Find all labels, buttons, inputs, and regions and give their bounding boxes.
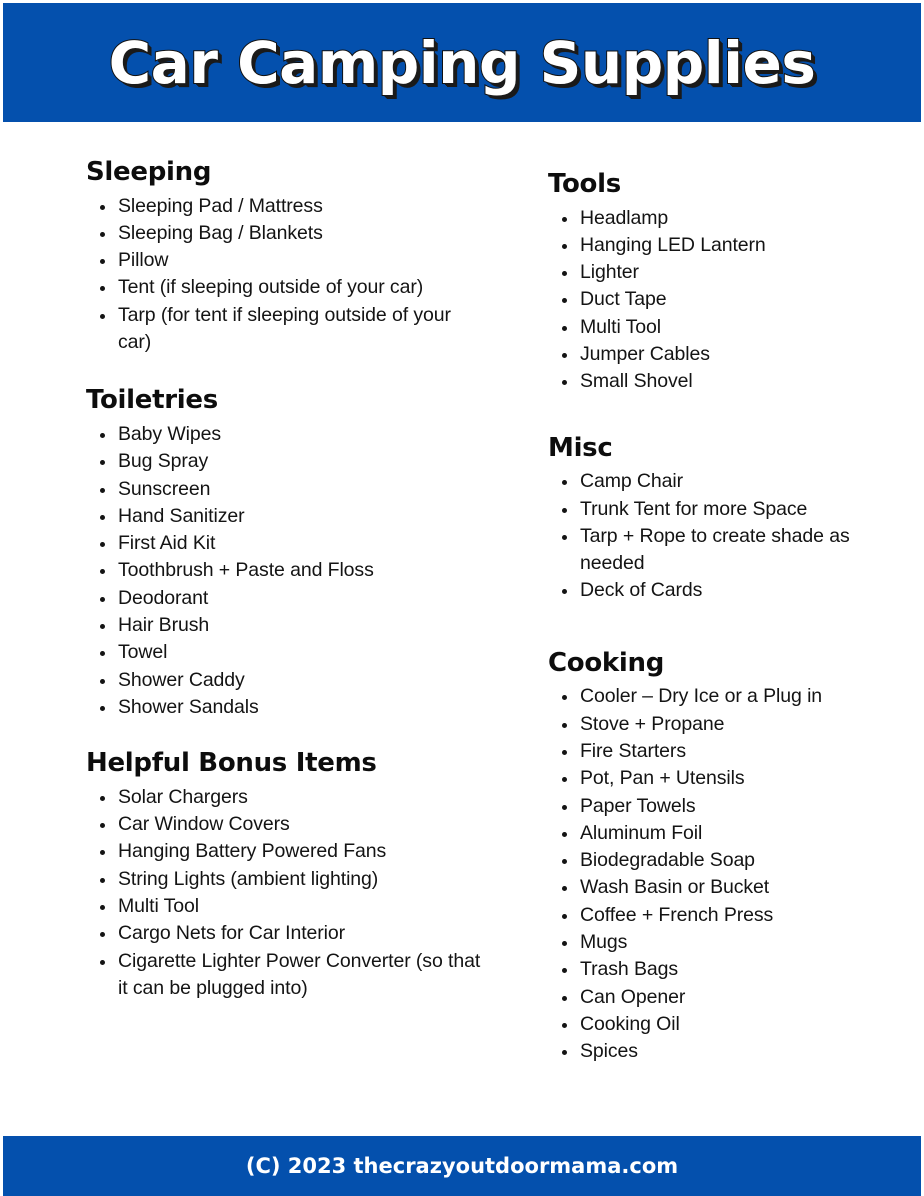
list-item[interactable]: Deck of Cards — [548, 577, 918, 604]
list-item[interactable]: Paper Towels — [548, 793, 918, 820]
list-item[interactable]: First Aid Kit — [86, 530, 486, 557]
list-item[interactable]: Spices — [548, 1038, 918, 1065]
list-item[interactable]: Wash Basin or Bucket — [548, 874, 918, 901]
list-item[interactable]: Can Opener — [548, 984, 918, 1011]
list-item[interactable]: Cooler – Dry Ice or a Plug in — [548, 683, 918, 710]
right-column — [548, 122, 918, 1066]
list-item[interactable]: Tarp (for tent if sleeping outside of your car) — [86, 302, 486, 357]
list-item[interactable]: Tarp + Rope to create shade as needed — [548, 523, 918, 578]
list-item[interactable]: String Lights (ambient lighting) — [86, 866, 486, 893]
list-item[interactable]: Trunk Tent for more Space — [548, 496, 918, 523]
left-column — [86, 122, 486, 1002]
list-item[interactable]: Sleeping Bag / Blankets — [86, 220, 486, 247]
list-item[interactable]: Deodorant — [86, 585, 486, 612]
list-item[interactable]: Bug Spray — [86, 448, 486, 475]
section-toiletries — [86, 386, 486, 721]
list-item[interactable]: Hanging LED Lantern — [548, 232, 918, 259]
list-item[interactable]: Sunscreen — [86, 476, 486, 503]
list-item[interactable]: Camp Chair — [548, 468, 918, 495]
list-item[interactable]: Cargo Nets for Car Interior — [86, 920, 486, 947]
item-list-tools — [548, 205, 918, 396]
list-item[interactable]: Pillow — [86, 247, 486, 274]
list-item[interactable]: Cigarette Lighter Power Converter (so that it can be plugged into) — [86, 948, 486, 1003]
footer-copyright: (C) 2023 thecrazyoutdoormama.com — [245, 1154, 679, 1178]
list-item[interactable]: Aluminum Foil — [548, 820, 918, 847]
list-item[interactable]: Hanging Battery Powered Fans — [86, 838, 486, 865]
list-item[interactable]: Car Window Covers — [86, 811, 486, 838]
header-banner — [3, 3, 921, 122]
item-list-misc — [548, 468, 918, 604]
list-item[interactable]: Hand Sanitizer — [86, 503, 486, 530]
item-list-sleeping — [86, 193, 486, 357]
section-misc — [548, 434, 918, 605]
section-heading-sleeping: Sleeping — [86, 157, 212, 187]
list-item[interactable]: Towel — [86, 639, 486, 666]
list-item[interactable]: Shower Caddy — [86, 667, 486, 694]
list-item[interactable]: Jumper Cables — [548, 341, 918, 368]
list-item[interactable]: Fire Starters — [548, 738, 918, 765]
list-item[interactable]: Lighter — [548, 259, 918, 286]
list-item[interactable]: Multi Tool — [548, 314, 918, 341]
list-item[interactable]: Headlamp — [548, 205, 918, 232]
section-helpful-bonus-items — [86, 749, 486, 1002]
section-tools — [548, 170, 918, 396]
section-cooking — [548, 649, 918, 1066]
section-heading-tools: Tools — [548, 169, 621, 199]
list-item[interactable]: Small Shovel — [548, 368, 918, 395]
list-item[interactable]: Shower Sandals — [86, 694, 486, 721]
list-item[interactable]: Hair Brush — [86, 612, 486, 639]
list-item[interactable]: Stove + Propane — [548, 711, 918, 738]
section-heading-helpful-bonus-items: Helpful Bonus Items — [86, 748, 377, 779]
list-item[interactable]: Toothbrush + Paste and Floss — [86, 557, 486, 584]
section-sleeping — [86, 158, 486, 356]
footer-banner — [3, 1136, 921, 1196]
item-list-helpful-bonus-items — [86, 784, 486, 1002]
section-heading-misc: Misc — [548, 432, 613, 463]
list-item[interactable]: Cooking Oil — [548, 1011, 918, 1038]
list-item[interactable]: Solar Chargers — [86, 784, 486, 811]
list-item[interactable]: Sleeping Pad / Mattress — [86, 193, 486, 220]
list-item[interactable]: Coffee + French Press — [548, 902, 918, 929]
checklist-content — [0, 122, 924, 1136]
page-title: Car Camping Supplies — [108, 28, 816, 97]
list-item[interactable]: Pot, Pan + Utensils — [548, 765, 918, 792]
list-item[interactable]: Mugs — [548, 929, 918, 956]
list-item[interactable]: Multi Tool — [86, 893, 486, 920]
list-item[interactable]: Biodegradable Soap — [548, 847, 918, 874]
list-item[interactable]: Tent (if sleeping outside of your car) — [86, 274, 486, 301]
list-item[interactable]: Trash Bags — [548, 956, 918, 983]
item-list-cooking — [548, 683, 918, 1065]
item-list-toiletries — [86, 421, 486, 721]
section-heading-cooking: Cooking — [548, 647, 665, 678]
list-item[interactable]: Baby Wipes — [86, 421, 486, 448]
section-heading-toiletries: Toiletries — [86, 385, 218, 416]
list-item[interactable]: Duct Tape — [548, 286, 918, 313]
